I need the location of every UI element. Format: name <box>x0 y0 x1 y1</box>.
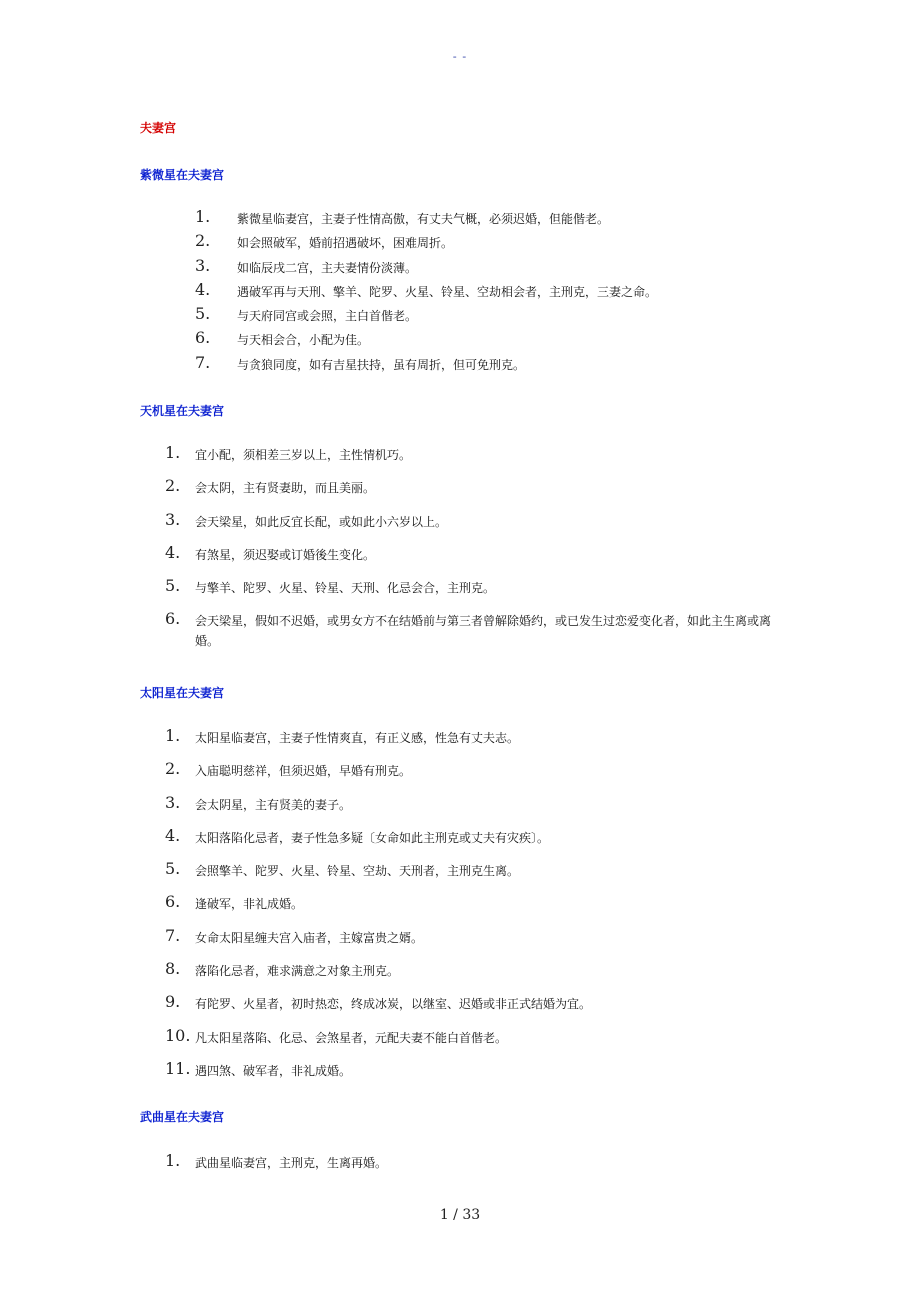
list-item <box>165 925 785 961</box>
section-heading-ziwei: 紫微星在夫妻宫 <box>140 168 225 182</box>
numbered-list <box>165 443 785 651</box>
item-number: 4. <box>165 825 181 845</box>
item-number: 6. <box>165 892 181 912</box>
item-text: 会天梁星，假如不迟婚，或男女方不在结婚前与第三者曾解除婚约，或已发生过恋爱变化者，如此主生离或离婚。 <box>195 614 772 649</box>
item-number: 4. <box>165 542 181 562</box>
item-text: 落陷化忌者，难求满意之对象主刑克。 <box>195 964 400 979</box>
section-heading-taiyang: 太阳星在夫妻宫 <box>140 686 225 700</box>
item-number: 3. <box>165 509 181 529</box>
item-text: 会太阴星，主有贤美的妻子。 <box>195 797 352 812</box>
item-number: 2. <box>165 759 181 779</box>
list-item <box>165 825 785 861</box>
list-item <box>195 352 797 379</box>
item-number: 5. <box>165 859 181 879</box>
item-text: 与擎羊、陀罗、火星、铃星、天刑、化忌会合，主刑克。 <box>195 581 496 596</box>
list-item <box>165 1058 785 1094</box>
list-item <box>165 542 785 578</box>
section-heading-tianji: 天机星在夫妻宫 <box>140 404 225 418</box>
numbered-list <box>195 207 797 379</box>
item-number: 3. <box>165 792 181 812</box>
list-item <box>165 576 785 611</box>
item-text: 会太阴，主有贤妻助，而且美丽。 <box>195 481 376 496</box>
list-item <box>195 279 797 306</box>
item-text: 紫微星临妻宫，主妻子性情高傲，有丈夫气概，必须迟婚，但能偕老。 <box>237 212 610 226</box>
item-number: 1. <box>165 443 181 462</box>
item-text: 宜小配，须相差三岁以上，主性情机巧。 <box>195 448 412 462</box>
list-item <box>195 304 797 330</box>
list-item <box>165 476 785 511</box>
item-number: 4. <box>195 279 211 299</box>
item-text: 遇破军再与天刑、擎羊、陀罗、火星、铃星、空劫相会者，主刑克，三妻之命。 <box>237 284 658 299</box>
list-item <box>165 859 785 894</box>
item-text: 太阳星临妻宫，主妻子性情爽直，有正义感，性急有丈夫志。 <box>195 731 520 745</box>
header-mark: - - <box>452 50 468 63</box>
item-text: 太阳落陷化忌者，妻子性急多疑〔女命如此主刑克或丈夫有灾疾〕。 <box>195 830 550 845</box>
item-number: 11. <box>165 1058 191 1078</box>
list-item <box>165 443 785 478</box>
item-number: 8. <box>165 959 181 979</box>
page-title: 夫妻宫 <box>140 121 177 135</box>
item-number: 7. <box>195 352 211 372</box>
item-number: 2. <box>165 476 181 496</box>
item-number: 6. <box>165 609 181 629</box>
item-text: 女命太阳星缠夫宫入庙者，主嫁富贵之婿。 <box>195 930 424 945</box>
item-text: 逢破军，非礼成婚。 <box>195 897 304 912</box>
item-number: 5. <box>195 304 211 324</box>
item-number: 3. <box>195 255 211 275</box>
numbered-list <box>165 726 785 1094</box>
item-text: 入庙聪明慈祥，但须迟婚，早婚有刑克。 <box>195 764 412 779</box>
item-number: 2. <box>195 231 211 251</box>
item-number: 1. <box>165 726 181 745</box>
item-number: 5. <box>165 576 181 596</box>
item-text: 会照擎羊、陀罗、火星、铃星、空劫、天刑者，主刑克生离。 <box>195 864 520 879</box>
list-item <box>195 207 797 233</box>
list-item <box>165 1151 785 1173</box>
page-indicator: 1 / 33 <box>439 1207 481 1223</box>
list-item <box>165 609 785 651</box>
item-number: 1. <box>195 207 211 226</box>
item-number: 9. <box>165 992 181 1012</box>
item-text: 如会照破军，婚前招遇破坏，困难周折。 <box>237 236 454 251</box>
list-item <box>165 1025 785 1061</box>
item-text: 有煞星，须迟娶或订婚後生变化。 <box>195 547 376 562</box>
list-item <box>165 759 785 794</box>
item-text: 凡太阳星落陷、化忌、会煞星者，元配夫妻不能白首偕老。 <box>195 1030 508 1045</box>
item-number: 1. <box>165 1151 181 1170</box>
list-item <box>165 892 785 927</box>
list-item <box>165 959 785 994</box>
item-number: 7. <box>165 925 181 945</box>
list-item <box>165 792 785 828</box>
list-item <box>165 726 785 761</box>
item-text: 与天府同宫或会照，主白首偕老。 <box>237 309 418 324</box>
item-text: 会天梁星，如此反宜长配，或如此小六岁以上。 <box>195 514 448 529</box>
item-text: 如临辰戌二宫，主夫妻情份淡薄。 <box>237 260 418 275</box>
list-item <box>165 992 785 1027</box>
item-text: 遇四煞、破军者，非礼成婚。 <box>195 1063 352 1078</box>
list-item <box>195 231 797 257</box>
item-text: 有陀罗、火星者，初时热恋，终成冰炭，以继室、迟婚或非正式结婚为宜。 <box>195 997 592 1012</box>
section-heading-wuqu: 武曲星在夫妻宫 <box>140 1110 225 1124</box>
item-text: 武曲星临妻宫，主刑克，生离再婚。 <box>195 1156 388 1170</box>
item-number: 10. <box>165 1025 191 1045</box>
list-item <box>195 328 797 354</box>
numbered-list <box>165 1151 785 1173</box>
list-item <box>195 255 797 282</box>
item-number: 6. <box>195 328 211 348</box>
item-text: 与贪狼同度，如有吉星扶持，虽有周折，但可免刑克。 <box>237 357 526 372</box>
item-text: 与天相会合，小配为佳。 <box>237 333 370 348</box>
list-item <box>165 509 785 545</box>
